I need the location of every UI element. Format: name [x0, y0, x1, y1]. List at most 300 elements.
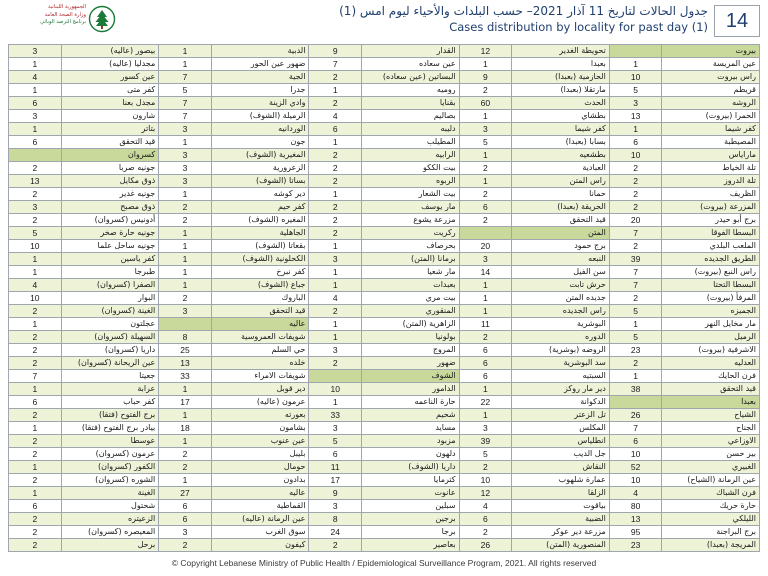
case-count-cell: 2	[309, 227, 362, 240]
table-row	[9, 162, 760, 175]
case-count-cell: 2	[159, 214, 212, 227]
case-count-cell: 2	[309, 97, 362, 110]
case-count-cell: 6	[159, 513, 212, 526]
case-count-cell: 2	[159, 201, 212, 214]
table-row	[9, 448, 760, 461]
locality-name-cell: دير مار روكز	[512, 383, 610, 396]
case-count-cell: 13	[9, 175, 62, 188]
locality-name-cell: الزاهرية (المتن)	[362, 318, 460, 331]
case-count-cell: 4	[609, 487, 662, 500]
case-count-cell: 5	[309, 435, 362, 448]
locality-name-cell: الظريف	[662, 188, 760, 201]
case-count-cell: 10	[609, 149, 662, 162]
locality-name-cell: برجين	[362, 513, 460, 526]
case-count-cell: 20	[609, 214, 662, 227]
case-count-cell: 1	[609, 318, 662, 331]
locality-name-cell: الكفور (كسروان)	[61, 461, 159, 474]
case-count-cell: 2	[9, 357, 62, 370]
locality-name-cell: القماطية	[211, 500, 309, 513]
case-count-cell: 1	[459, 58, 512, 71]
case-count-cell: 2	[609, 162, 662, 175]
locality-name-cell: سن الفيل	[512, 266, 610, 279]
case-count-cell: 6	[609, 435, 662, 448]
case-count-cell: 20	[459, 240, 512, 253]
locality-name-cell: المروج	[362, 344, 460, 357]
locality-name-cell: شويفات العمروسية	[211, 331, 309, 344]
case-count-cell: 6	[159, 500, 212, 513]
case-count-cell: 1	[309, 396, 362, 409]
locality-name-cell: المعيصره (كسروان)	[61, 526, 159, 539]
locality-name-cell: بعاصير	[362, 539, 460, 552]
case-count-cell: 10	[9, 240, 62, 253]
locality-name-cell: كيفون	[211, 539, 309, 552]
case-count-cell: 1	[459, 149, 512, 162]
case-count-cell: 2	[9, 214, 62, 227]
case-count-cell: 2	[9, 344, 62, 357]
table-row	[9, 45, 760, 58]
case-count-cell: 5	[459, 136, 512, 149]
table-row	[9, 396, 760, 409]
locality-name-cell: انطلياس	[512, 435, 610, 448]
locality-name-cell: الدوره	[512, 331, 610, 344]
locality-name-cell: الغينة	[61, 487, 159, 500]
locality-name-cell: كترمايا	[362, 474, 460, 487]
case-count-cell: 12	[459, 487, 512, 500]
locality-name-cell: بتاتر	[61, 123, 159, 136]
table-row	[9, 266, 760, 279]
locality-name-cell: الشوف	[362, 370, 460, 383]
case-count-cell: 1	[159, 227, 212, 240]
locality-name-cell: قيد التحقق	[211, 305, 309, 318]
case-count-cell: 2	[459, 331, 512, 344]
locality-name-cell: السهيلة (كسروان)	[61, 331, 159, 344]
locality-name-cell: مجدل بعنا	[61, 97, 159, 110]
case-count-cell: 7	[159, 97, 212, 110]
locality-name-cell: القدار	[362, 45, 460, 58]
case-count-cell	[9, 149, 62, 162]
locality-name-cell: المرفأ (بيروت)	[662, 292, 760, 305]
locality-name-cell: برج حمود	[512, 240, 610, 253]
case-count-cell: 2	[609, 357, 662, 370]
locality-name-cell: بعورته	[211, 409, 309, 422]
case-count-cell: 22	[459, 396, 512, 409]
case-count-cell: 3	[159, 526, 212, 539]
locality-name-cell: مار شعيا	[362, 266, 460, 279]
locality-name-cell: البساتين (عين سعاده)	[362, 71, 460, 84]
locality-name-cell: الحدث	[512, 97, 610, 110]
case-count-cell: 1	[9, 461, 62, 474]
case-count-cell: 6	[459, 357, 512, 370]
locality-name-cell: تلة الدروز	[662, 175, 760, 188]
case-count-cell: 26	[459, 539, 512, 552]
case-count-cell: 2	[309, 305, 362, 318]
case-count-cell: 5	[9, 227, 62, 240]
case-count-cell: 52	[609, 461, 662, 474]
title-arabic: جدول الحالات لتاريخ 11 آذار 2021– حسب البلدات والأحياء ليوم امس (1)	[339, 4, 708, 18]
case-count-cell: 26	[609, 409, 662, 422]
locality-name-cell: قيد التحقق	[662, 383, 760, 396]
case-count-cell: 1	[9, 422, 62, 435]
case-count-cell: 60	[459, 97, 512, 110]
case-count-cell: 5	[459, 448, 512, 461]
case-count-cell: 2	[9, 188, 62, 201]
locality-name-cell: الزعرورية	[211, 162, 309, 175]
locality-name-cell: برج أبو حيدر	[662, 214, 760, 227]
locality-name-cell: العدليه	[662, 357, 760, 370]
case-count-cell: 5	[609, 331, 662, 344]
case-count-cell: 2	[309, 357, 362, 370]
locality-name-cell: بعبدات	[362, 279, 460, 292]
locality-name-cell: الزلقا	[512, 487, 610, 500]
case-count-cell: 1	[9, 266, 62, 279]
locality-name-cell: جونيه صربا	[61, 162, 159, 175]
case-count-cell: 1	[309, 331, 362, 344]
locality-name-cell: جل الديب	[512, 448, 610, 461]
locality-name-cell: المصيطبة	[662, 136, 760, 149]
table-row	[9, 435, 760, 448]
case-count-cell: 1	[459, 279, 512, 292]
case-count-cell: 7	[159, 71, 212, 84]
table-row	[9, 97, 760, 110]
locality-name-cell: الرميل	[662, 331, 760, 344]
case-count-cell: 6	[9, 500, 62, 513]
locality-name-cell: الباروك	[211, 292, 309, 305]
locality-name-cell: فرن الشباك	[662, 487, 760, 500]
locality-name-cell: بيصور (عاليه)	[61, 45, 159, 58]
case-count-cell: 6	[459, 370, 512, 383]
locality-name-cell: مجدليا (عاليه)	[61, 58, 159, 71]
case-count-cell: 11	[459, 318, 512, 331]
locality-name-cell: الشياح	[662, 409, 760, 422]
case-count-cell: 1	[459, 383, 512, 396]
locality-name-cell: كفر حباب	[61, 396, 159, 409]
locality-name-cell: بيروت	[662, 45, 760, 58]
case-count-cell: 7	[309, 58, 362, 71]
case-count-cell: 3	[9, 201, 62, 214]
locality-name-cell: بيت الككو	[362, 162, 460, 175]
case-count-cell: 6	[459, 513, 512, 526]
locality-name-cell: مسايد	[362, 422, 460, 435]
locality-name-cell: راس النبع (بيروت)	[662, 266, 760, 279]
locality-name-cell: الوردانيه	[211, 123, 309, 136]
case-count-cell: 6	[309, 123, 362, 136]
locality-name-cell: عاليه	[211, 487, 309, 500]
case-count-cell: 1	[459, 110, 512, 123]
table-row	[9, 500, 760, 513]
locality-name-cell: الجناح	[662, 422, 760, 435]
case-count-cell: 10	[459, 474, 512, 487]
locality-name-cell: برحل	[61, 539, 159, 552]
table-row	[9, 227, 760, 240]
locality-name-cell: الحريقة (بعبدا)	[512, 201, 610, 214]
table-row	[9, 292, 760, 305]
locality-name-cell: خلده	[211, 357, 309, 370]
locality-name-cell: مار يوسف	[362, 201, 460, 214]
locality-name-cell: البسطا التحتا	[662, 279, 760, 292]
table-row	[9, 539, 760, 552]
case-count-cell: 1	[9, 487, 62, 500]
locality-name-cell: تحويطة الغدير	[512, 45, 610, 58]
locality-name-cell: بيادر برج الفتوح (فتقا)	[61, 422, 159, 435]
case-count-cell: 10	[309, 383, 362, 396]
locality-name-cell: طبرجا	[61, 266, 159, 279]
table-row	[9, 513, 760, 526]
logo-line-3: برنامج الترصد الوبائي	[40, 19, 86, 25]
case-count-cell: 2	[609, 175, 662, 188]
locality-name-cell: بعبدا	[662, 396, 760, 409]
case-count-cell: 2	[9, 539, 62, 552]
case-count-cell: 3	[459, 422, 512, 435]
locality-name-cell: المنصورية (المتن)	[512, 539, 610, 552]
locality-name-cell: عرمون (كسروان)	[61, 448, 159, 461]
locality-name-cell: قيد التحقق	[512, 214, 610, 227]
case-count-cell: 3	[9, 110, 62, 123]
case-count-cell: 1	[159, 266, 212, 279]
case-count-cell: 6	[9, 97, 62, 110]
case-count-cell: 1	[309, 240, 362, 253]
case-count-cell: 7	[609, 422, 662, 435]
locality-name-cell: بقعاتا (الشوف)	[211, 240, 309, 253]
locality-name-cell: مزبود	[362, 435, 460, 448]
case-count-cell: 3	[459, 123, 512, 136]
ministry-logo	[4, 2, 116, 38]
table-row	[9, 123, 760, 136]
case-count-cell: 1	[309, 318, 362, 331]
case-count-cell: 1	[309, 84, 362, 97]
case-count-cell: 17	[159, 396, 212, 409]
locality-name-cell: راس بيروت	[662, 71, 760, 84]
locality-name-cell: جونيه ساحل علما	[61, 240, 159, 253]
table-row	[9, 214, 760, 227]
case-count-cell: 1	[159, 409, 212, 422]
locality-name-cell: الاوزاعي	[662, 435, 760, 448]
locality-name-cell: البوشرية	[512, 318, 610, 331]
locality-name-cell: تلة الخياط	[662, 162, 760, 175]
locality-name-cell: المزرعة (بيروت)	[662, 201, 760, 214]
locality-name-cell: جونيه حارة صخر	[61, 227, 159, 240]
case-count-cell: 2	[459, 214, 512, 227]
case-count-cell: 1	[609, 370, 662, 383]
case-count-cell: 1	[609, 123, 662, 136]
locality-name-cell: راس الجديده	[512, 305, 610, 318]
locality-name-cell: بحرصاف	[362, 240, 460, 253]
case-count-cell: 2	[9, 162, 62, 175]
locality-name-cell: شحتول	[61, 500, 159, 513]
locality-name-cell: أدونيس (كسروان)	[61, 214, 159, 227]
case-count-cell: 8	[309, 513, 362, 526]
table-row	[9, 110, 760, 123]
footer-copyright: © Copyright Lebanese Ministry of Public Health / Epidemiological Surveillance Program, 2021. All rights reserved	[171, 558, 597, 568]
locality-name-cell: الروشه	[662, 97, 760, 110]
case-count-cell: 1	[159, 383, 212, 396]
case-count-cell: 2	[9, 435, 62, 448]
locality-name-cell: حي السلم	[211, 344, 309, 357]
case-count-cell: 3	[459, 253, 512, 266]
locality-name-cell: روميه	[362, 84, 460, 97]
case-count-cell: 1	[459, 305, 512, 318]
locality-name-cell: المنقوري	[362, 305, 460, 318]
title-english: Cases distribution by locality for past day (1)	[449, 20, 708, 34]
locality-name-cell: بليبل	[211, 448, 309, 461]
case-count-cell: 80	[609, 500, 662, 513]
case-count-cell: 1	[159, 45, 212, 58]
case-count-cell: 10	[609, 448, 662, 461]
case-count-cell: 1	[459, 409, 512, 422]
locality-name-cell: كفر متى	[61, 84, 159, 97]
case-count-cell: 1	[9, 84, 62, 97]
locality-name-cell: المغيره (الشوف)	[211, 214, 309, 227]
locality-name-cell: الحازمية (بعبدا)	[512, 71, 610, 84]
case-count-cell: 1	[9, 383, 62, 396]
case-count-cell: 6	[9, 136, 62, 149]
locality-name-cell: كفر شيما	[512, 123, 610, 136]
locality-name-cell: عانوت	[362, 487, 460, 500]
locality-name-cell: مزرعة دير عوكر	[512, 526, 610, 539]
locality-name-cell: بولونيا	[362, 331, 460, 344]
case-count-cell: 1	[309, 188, 362, 201]
case-count-cell: 1	[159, 474, 212, 487]
case-count-cell: 2	[159, 539, 212, 552]
locality-name-cell: الطريق الجديده	[662, 253, 760, 266]
case-count-cell: 27	[159, 487, 212, 500]
table-row	[9, 526, 760, 539]
locality-name-cell: الكحلونية (الشوف)	[211, 253, 309, 266]
locality-name-cell: عمارة شلهوب	[512, 474, 610, 487]
locality-name-cell: المطيلب	[362, 136, 460, 149]
locality-name-cell: شحيم	[362, 409, 460, 422]
case-count-cell: 4	[309, 110, 362, 123]
case-count-cell: 4	[459, 500, 512, 513]
locality-name-cell: بطشاي	[512, 110, 610, 123]
locality-name-cell: سد البوشرية	[512, 357, 610, 370]
locality-name-cell: الضبية	[512, 513, 610, 526]
cases-table-container	[8, 44, 760, 552]
case-count-cell: 18	[159, 422, 212, 435]
case-count-cell: 10	[609, 474, 662, 487]
locality-name-cell: عرابة	[61, 383, 159, 396]
case-count-cell: 3	[309, 500, 362, 513]
locality-name-cell: فرن الحايك	[662, 370, 760, 383]
case-count-cell: 1	[309, 279, 362, 292]
case-count-cell	[159, 318, 212, 331]
case-count-cell: 3	[309, 253, 362, 266]
locality-name-cell: ذوق مصبح	[61, 201, 159, 214]
locality-name-cell: بصاليم	[362, 110, 460, 123]
locality-name-cell: عوسطا	[61, 435, 159, 448]
case-count-cell: 2	[609, 240, 662, 253]
table-row	[9, 149, 760, 162]
table-row	[9, 71, 760, 84]
logo-line-2: وزارة الصحة العامة	[44, 11, 86, 18]
case-count-cell: 1	[9, 123, 62, 136]
case-count-cell: 2	[309, 149, 362, 162]
locality-name-cell: المغيرية (الشوف)	[211, 149, 309, 162]
locality-name-cell: ضهور عين الحور	[211, 58, 309, 71]
case-count-cell: 3	[159, 123, 212, 136]
locality-name-cell: برمانا (المتن)	[362, 253, 460, 266]
case-count-cell: 2	[309, 214, 362, 227]
locality-name-cell: الصفرا (كسروان)	[61, 279, 159, 292]
case-count-cell: 6	[9, 396, 62, 409]
case-count-cell: 11	[309, 461, 362, 474]
locality-name-cell: حارة الناعمه	[362, 396, 460, 409]
case-count-cell: 2	[159, 448, 212, 461]
table-row	[9, 84, 760, 97]
case-count-cell	[609, 396, 662, 409]
table-row	[9, 422, 760, 435]
logo-text	[4, 4, 86, 27]
locality-name-cell: مزرعة يشوع	[362, 214, 460, 227]
table-row	[9, 58, 760, 71]
case-count-cell: 2	[309, 71, 362, 84]
locality-name-cell: مارتقلا (بعبدا)	[512, 84, 610, 97]
locality-name-cell: قيد التحقق	[61, 136, 159, 149]
locality-name-cell: جعيتا	[61, 370, 159, 383]
locality-name-cell: بير حسن	[662, 448, 760, 461]
locality-name-cell: حارة حريك	[662, 500, 760, 513]
case-count-cell: 12	[459, 45, 512, 58]
table-row	[9, 331, 760, 344]
case-count-cell: 33	[159, 370, 212, 383]
locality-name-cell: الربوه	[362, 175, 460, 188]
table-row	[9, 344, 760, 357]
case-count-cell	[609, 45, 662, 58]
locality-name-cell: حمانا	[512, 188, 610, 201]
case-count-cell: 2	[9, 526, 62, 539]
case-count-cell: 2	[9, 448, 62, 461]
case-count-cell: 2	[9, 513, 62, 526]
case-count-cell: 1	[9, 58, 62, 71]
locality-name-cell: العبادية	[512, 162, 610, 175]
case-count-cell: 13	[609, 110, 662, 123]
case-count-cell: 1	[159, 279, 212, 292]
case-count-cell: 5	[159, 84, 212, 97]
locality-name-cell: عين الرمانة (الشياح)	[662, 474, 760, 487]
table-row	[9, 305, 760, 318]
case-count-cell: 3	[609, 97, 662, 110]
case-count-cell: 6	[609, 136, 662, 149]
case-count-cell: 2	[459, 188, 512, 201]
locality-name-cell: عين كسور	[61, 71, 159, 84]
case-count-cell: 2	[309, 175, 362, 188]
table-row	[9, 175, 760, 188]
locality-name-cell: الدبية	[211, 45, 309, 58]
case-count-cell: 39	[459, 435, 512, 448]
locality-name-cell: داريا (الشوف)	[362, 461, 460, 474]
case-count-cell: 2	[159, 461, 212, 474]
locality-name-cell: كفر نبرخ	[211, 266, 309, 279]
case-count-cell: 8	[159, 331, 212, 344]
locality-name-cell: عين الريحانة (كسروان)	[61, 357, 159, 370]
case-count-cell: 23	[609, 344, 662, 357]
locality-name-cell: عجلتون	[61, 318, 159, 331]
locality-name-cell: الاشرفية (بيروت)	[662, 344, 760, 357]
locality-name-cell: داريا (كسروان)	[61, 344, 159, 357]
locality-name-cell: جباع (الشوف)	[211, 279, 309, 292]
logo-line-1: الجمهورية اللبنانية	[47, 4, 86, 10]
locality-name-cell: عين الرمانة (عاليه)	[211, 513, 309, 526]
cases-table	[8, 44, 760, 552]
locality-name-cell: الغينة (كسروان)	[61, 305, 159, 318]
table-row	[9, 409, 760, 422]
locality-name-cell: دليبه	[362, 123, 460, 136]
case-count-cell: 7	[9, 370, 62, 383]
locality-name-cell: البسطا الفوقا	[662, 227, 760, 240]
locality-name-cell: بيت الشعار	[362, 188, 460, 201]
case-count-cell: 2	[609, 188, 662, 201]
table-row	[9, 279, 760, 292]
locality-name-cell: عين سعاده	[362, 58, 460, 71]
